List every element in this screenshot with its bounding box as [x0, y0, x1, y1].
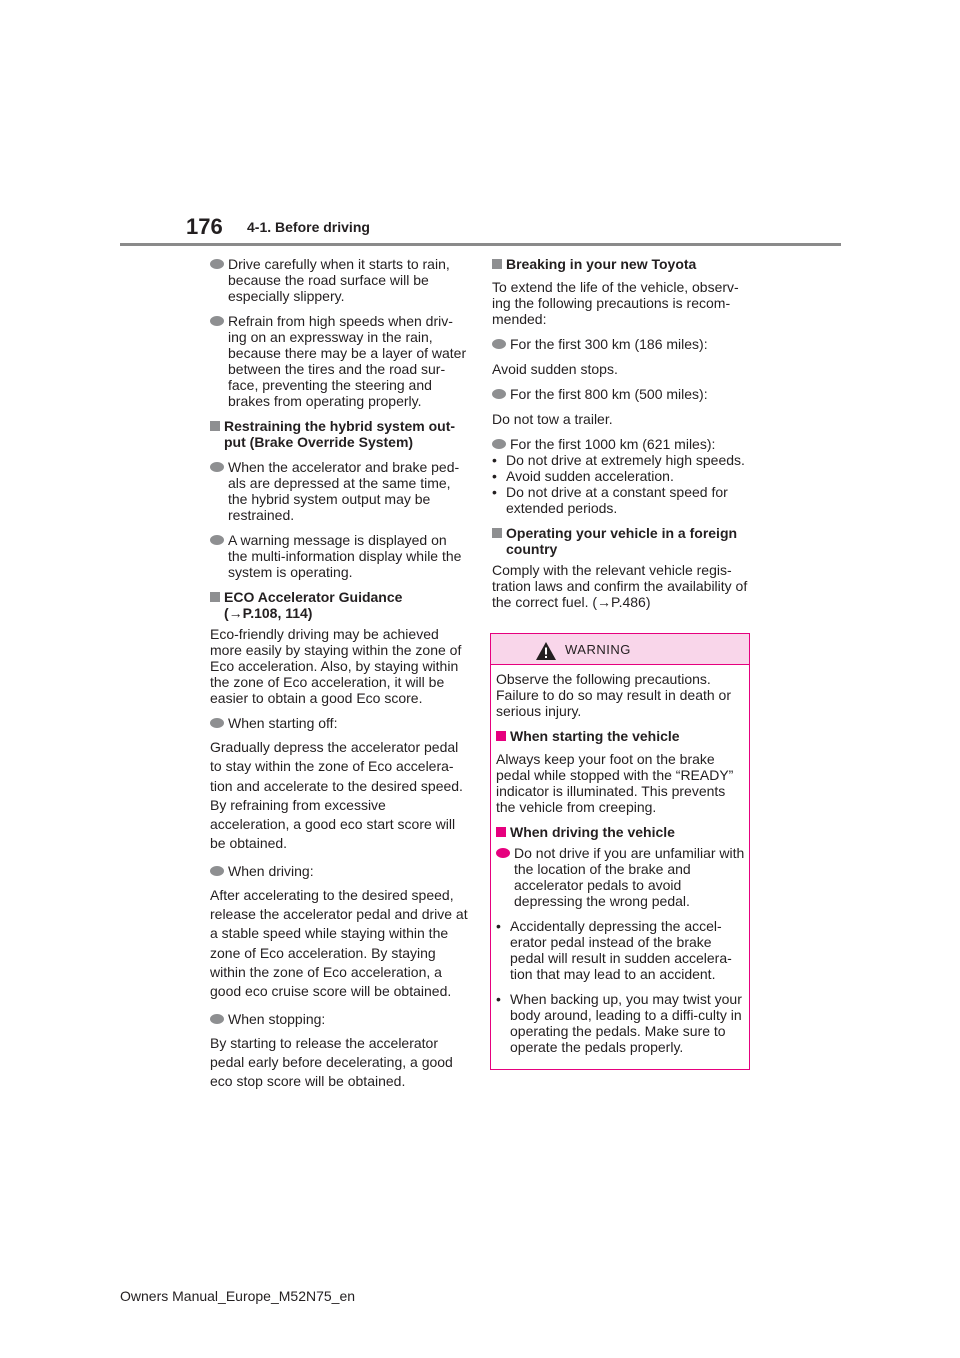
paragraph: After accelerating to the desired speed, release the accelerator pedal and drive at a stable speed while staying within the zone of Eco acceleration. By staying within the zone of Eco acceleration, a good eco cruise score will be obtained. — [210, 886, 468, 1000]
warning-triangle-icon — [535, 641, 557, 661]
bullet-text: For the first 800 km (500 miles): — [510, 386, 708, 402]
subsection-heading: When driving the vehicle — [496, 824, 746, 840]
page-number: 176 — [186, 214, 223, 239]
sub-list-item: • Avoid sudden acceleration. — [492, 468, 674, 484]
warning-header — [491, 634, 749, 665]
bullet-dot-icon — [210, 316, 224, 326]
left-column — [210, 256, 468, 1091]
subsection-heading: When starting the vehicle — [496, 728, 746, 744]
bullet-text: When stopping: — [228, 1010, 326, 1027]
bullet-dot-icon — [492, 439, 506, 449]
paragraph: Eco-friendly driving may be achieved more easily by staying within the zone of Eco acceleration. Also, by staying within the zone of Eco acceleration, it will be easier to obtain a good Eco score. — [210, 626, 462, 706]
paragraph: By starting to release the accelerator pedal early before decelerating, a good eco stop score will be obtained. — [210, 1034, 453, 1090]
bullet-text: When the accelerator and brake ped-als are depressed at the same time, the hybrid system output may be restrained. — [228, 459, 460, 523]
paragraph: Always keep your foot on the brake pedal while stopped with the “READY” indicator is illuminated. This prevents the vehicle from creeping. — [496, 751, 734, 815]
heading-square-icon — [496, 731, 506, 741]
right-column — [492, 256, 750, 610]
subsection-heading: ECO Accelerator Guidance (→P.108, 114) — [210, 589, 468, 621]
bullet-dot-icon — [496, 848, 510, 858]
subsection-heading: Operating your vehicle in a foreign country — [492, 525, 750, 557]
warning-box — [490, 633, 750, 1070]
sub-list-item: • Do not drive at a constant speed for extended periods. — [492, 484, 728, 516]
sub-list-item: • When backing up, you may twist your body around, leading to a diffi-culty in operating the pedals. Make sure to operate the pedals properly. — [496, 991, 742, 1055]
section-title: 4-1. Before driving — [247, 219, 370, 235]
page-reference-link[interactable]: (→P.108, 114) — [224, 605, 313, 621]
bullet-dot-icon — [492, 339, 506, 349]
bullet-text: Do not drive if you are unfamiliar with the location of the brake and accelerator pedals to avoid depressing the wrong pedal. — [514, 845, 745, 909]
bullet-text: For the first 300 km (186 miles): — [510, 336, 708, 352]
list-item — [496, 845, 746, 909]
list-item — [210, 256, 468, 304]
list-item — [210, 863, 468, 879]
heading-square-icon — [496, 827, 506, 837]
bullet-dot-icon — [492, 389, 506, 399]
bullet-text: A warning message is displayed on the multi-information display while the system is operating. — [228, 532, 462, 580]
list-item — [492, 386, 750, 402]
list-item — [210, 1011, 468, 1027]
page-footer: Owners Manual_Europe_M52N75_en — [120, 1288, 356, 1304]
warning-title: WARNING — [565, 642, 631, 657]
bullet-text: When starting off: — [228, 715, 338, 731]
list-item — [492, 336, 750, 352]
bullet-dot-icon — [210, 1014, 224, 1024]
paragraph: To extend the life of the vehicle, observ-ing the following precautions is recom-mended: — [492, 279, 739, 327]
paragraph: Avoid sudden stops. — [492, 361, 618, 377]
heading-square-icon — [492, 259, 502, 269]
paragraph: Gradually depress the accelerator pedal to stay within the zone of Eco accelera-tion and accelerate to the desired speed. By refraining from excessive acceleration, a good eco start score will be obtained. — [210, 739, 463, 852]
warning-body — [496, 671, 746, 1055]
bullet-dot-icon — [210, 535, 224, 545]
bullet-dot-icon — [210, 259, 224, 269]
list-item — [492, 436, 750, 452]
bullet-text: For the first 1000 km (621 miles): — [510, 436, 716, 452]
bullet-dot-icon — [210, 718, 224, 728]
list-item — [210, 715, 468, 731]
heading-square-icon — [492, 528, 502, 538]
page-header — [0, 0, 960, 250]
list-item — [210, 313, 468, 409]
bullet-dot-icon — [210, 866, 224, 876]
bullet-dot-icon — [210, 462, 224, 472]
paragraph: Observe the following precautions. Failure to do so may result in death or serious injury. — [496, 671, 732, 719]
paragraph: Comply with the relevant vehicle regis-tration laws and confirm the availability of the correct fuel. (→P.486) — [492, 562, 748, 610]
bullet-text: When driving: — [228, 862, 314, 879]
sub-list-item: • Do not drive at extremely high speeds. — [492, 452, 745, 468]
heading-square-icon — [210, 592, 220, 602]
header-divider — [120, 243, 841, 246]
paragraph: Do not tow a trailer. — [492, 411, 613, 427]
bullet-text: Drive carefully when it starts to rain, because the road surface will be especially slippery. — [228, 256, 450, 304]
list-item — [210, 532, 468, 580]
subsection-heading: Restraining the hybrid system out-put (Brake Override System) — [210, 418, 468, 450]
subsection-heading: Breaking in your new Toyota — [492, 256, 750, 272]
list-item — [210, 459, 468, 523]
bullet-text: Refrain from high speeds when driv-ing on an expressway in the rain, because there may be a layer of water between the tires and the road sur-face, preventing the steering and brakes from operating properly. — [228, 313, 467, 409]
sub-list-item: • Accidentally depressing the accel-erator pedal instead of the brake pedal will result in sudden accelera-tion that may lead to an accident. — [496, 918, 732, 982]
heading-square-icon — [210, 421, 220, 431]
